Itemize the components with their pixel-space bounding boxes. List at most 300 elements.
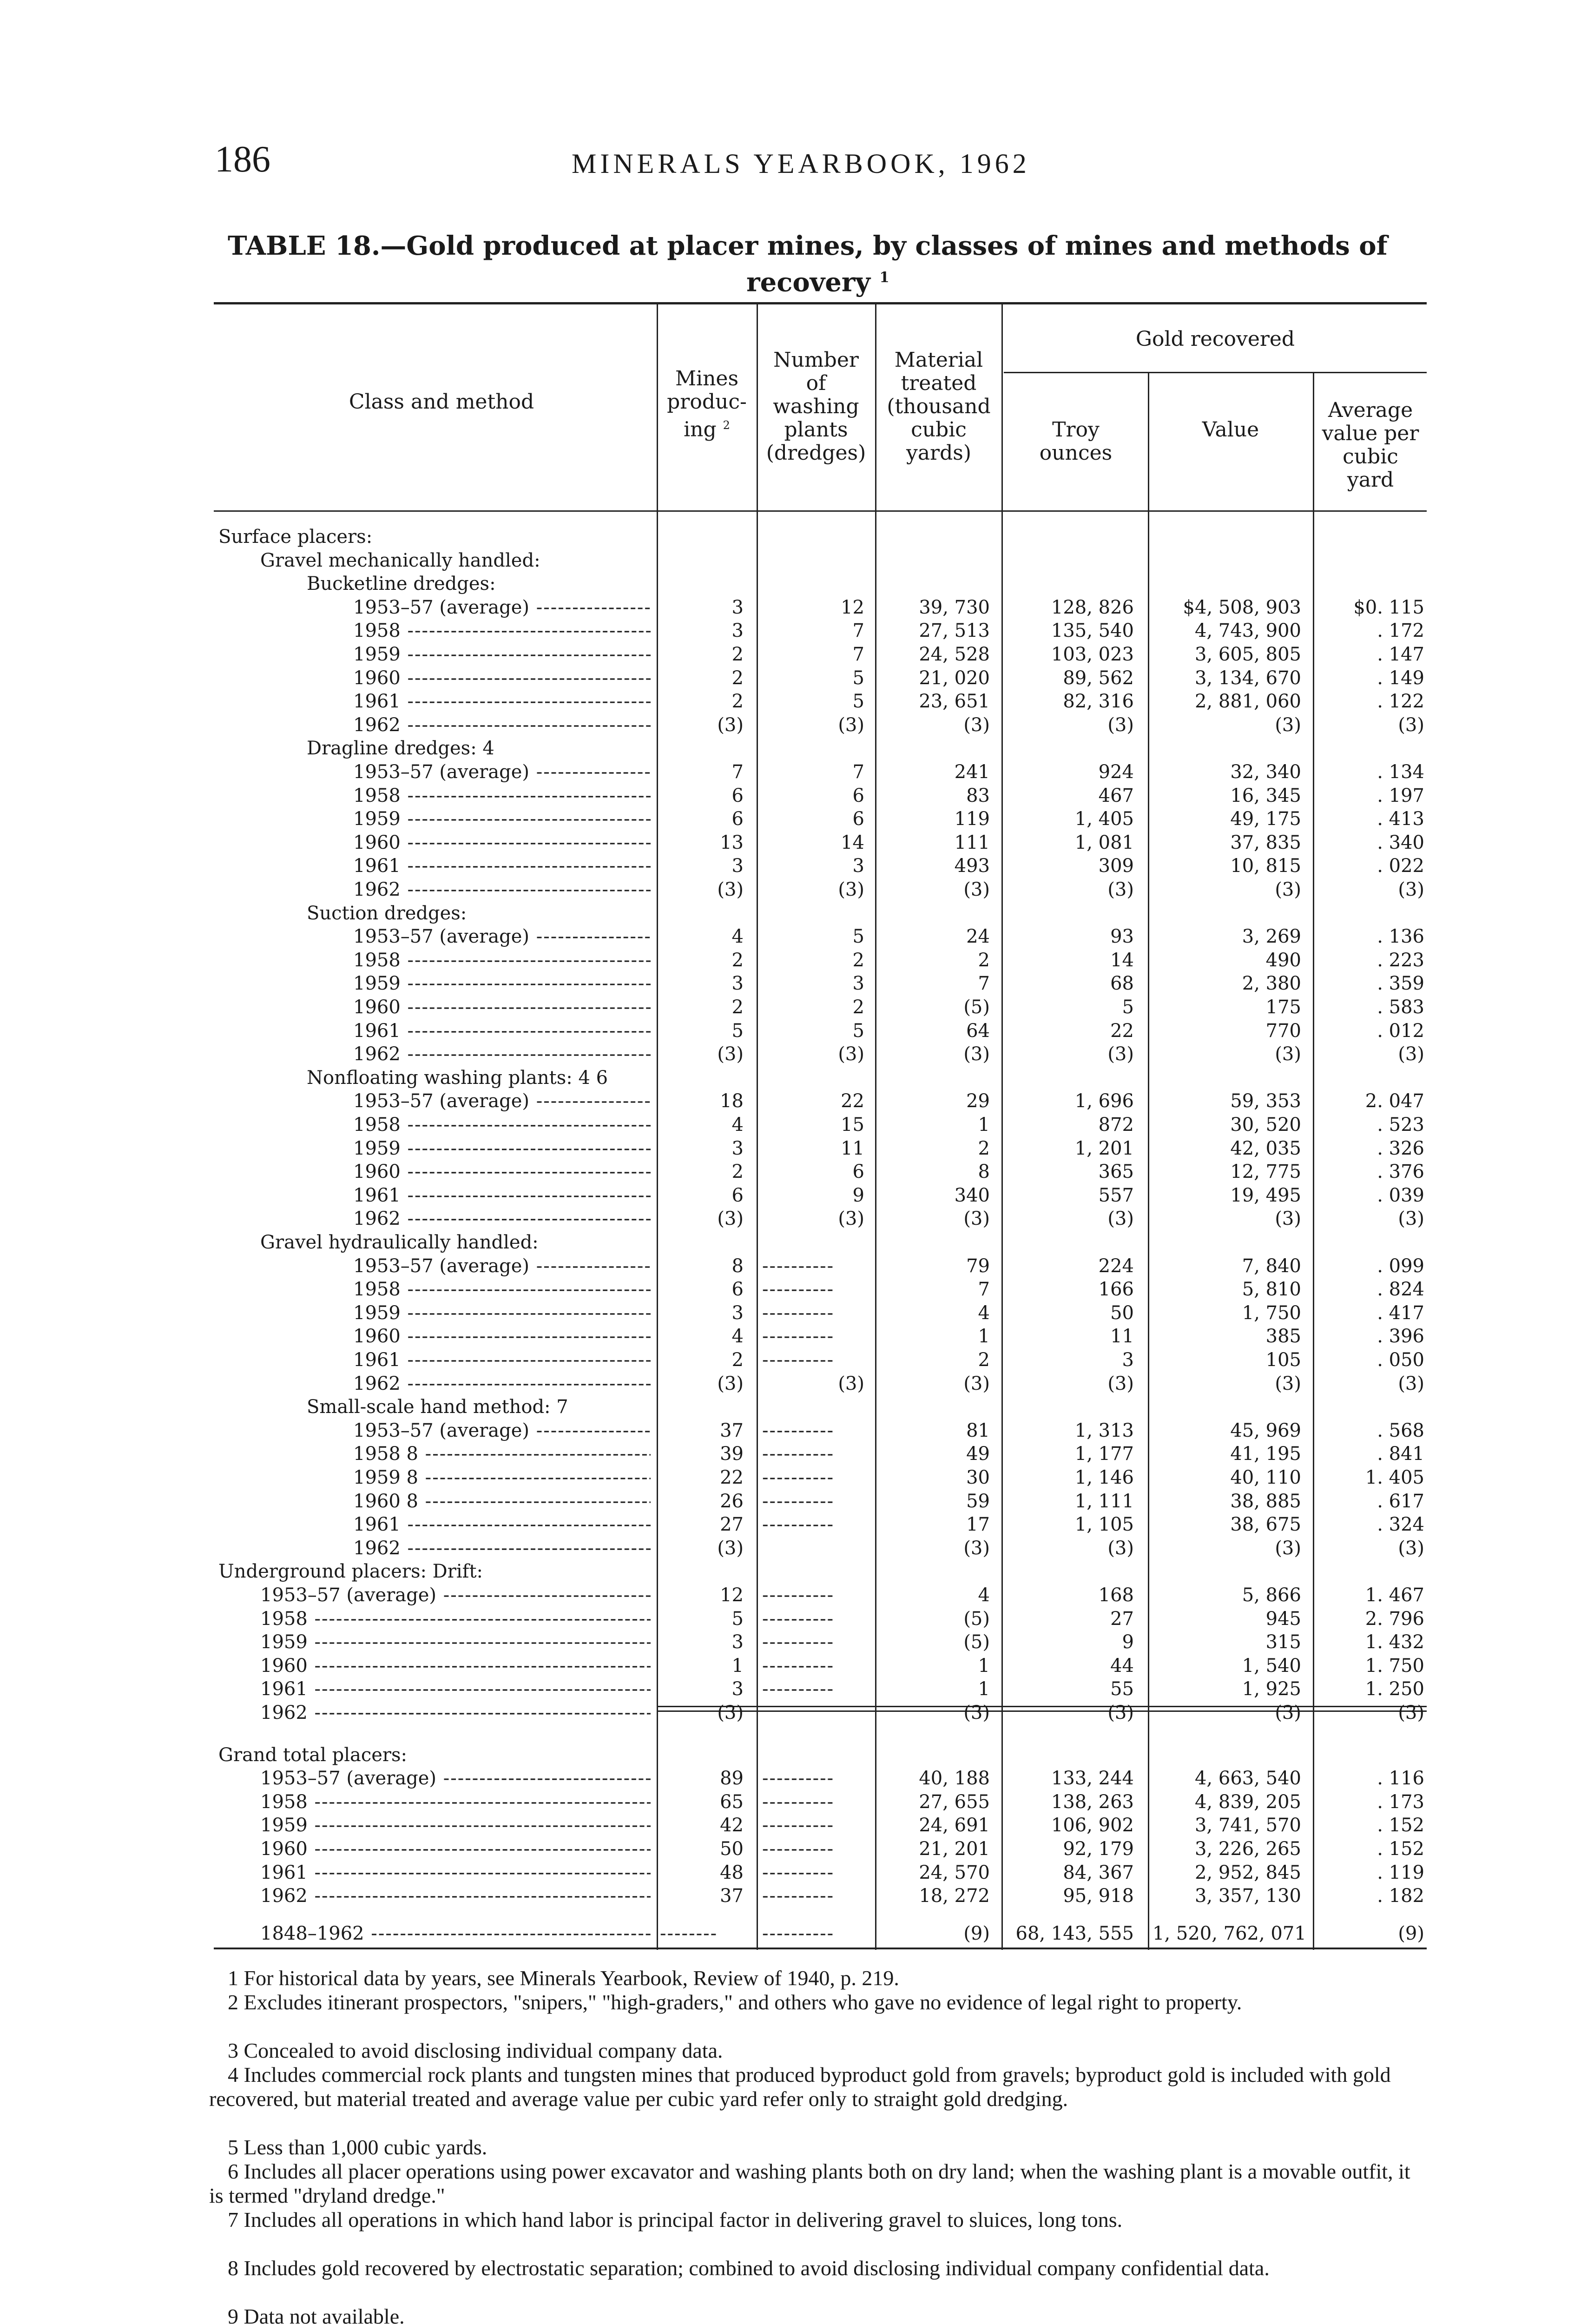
cell-col-1: (3) (717, 1043, 744, 1065)
cell-col-4: 872 (1098, 1114, 1134, 1136)
table-row (0, 1231, 1574, 1254)
cell-col-6: . 012 (1377, 1020, 1424, 1042)
cell-col-4: 1, 201 (1074, 1137, 1134, 1159)
cell-col-1: (3) (717, 1208, 744, 1230)
col-value: Value (1202, 418, 1259, 442)
table-row (0, 902, 1574, 925)
cell-col-1: 5 (731, 1020, 744, 1042)
col-material-l4: cubic (911, 418, 967, 442)
cell-col-6: . 152 (1377, 1838, 1424, 1860)
cell-col-6: (9) (1398, 1922, 1424, 1944)
cell-col-3: 49 (966, 1443, 990, 1465)
cell-col-2: ---------- (762, 1443, 835, 1465)
col-washing-plants (758, 349, 874, 465)
cell-col-5: 32, 340 (1230, 761, 1301, 783)
cell-col-5: 2, 952, 845 (1194, 1862, 1301, 1883)
cell-col-1: 37 (720, 1419, 744, 1441)
row-label: 1961 ----- (260, 1861, 651, 1884)
cell-col-5: 7, 840 (1242, 1255, 1301, 1277)
cell-col-2: ---------- (762, 1255, 835, 1277)
cell-col-1: 5 (731, 1608, 744, 1630)
row-group-heading: Surface placers: (218, 526, 373, 548)
table-row (0, 1701, 1574, 1724)
cell-col-5: (3) (1275, 1702, 1301, 1723)
cell-col-5: 3, 269 (1242, 926, 1301, 948)
cell-col-1: -------- (660, 1922, 718, 1944)
footnote: 4 Includes commercial rock plants and tungsten mines that produced byproduct gold from gravels; byproduct gold is included with gold recovered, but material treated and average value per cubic yard refer only to straight gold dredging. (209, 2063, 1391, 2111)
cell-col-4: 68, 143, 555 (1015, 1922, 1134, 1944)
cell-col-3: 21, 020 (919, 667, 990, 689)
cell-col-2: ---------- (762, 1678, 835, 1700)
row-group-heading: Gravel hydraulically handled: (260, 1232, 539, 1253)
cell-col-2: (3) (838, 1373, 864, 1394)
cell-col-2: 7 (852, 644, 864, 665)
cell-col-3: 119 (954, 808, 990, 830)
table-row (0, 1043, 1574, 1066)
cell-col-6: . 136 (1377, 926, 1424, 948)
row-label: 1960 ----- (353, 831, 651, 854)
col-washing-l1: Number (773, 348, 859, 372)
cell-col-1: 37 (720, 1885, 744, 1907)
cell-col-6: . 841 (1377, 1443, 1424, 1465)
cell-col-6: . 376 (1377, 1161, 1424, 1183)
row-label: 1959 8 ----- (353, 1466, 651, 1489)
cell-col-4: 166 (1098, 1279, 1134, 1301)
cell-col-1: 3 (731, 596, 744, 618)
cell-col-1: (3) (717, 879, 744, 900)
cell-col-5: $4, 508, 903 (1183, 596, 1301, 618)
cell-col-6: . 396 (1377, 1326, 1424, 1347)
table-row (0, 831, 1574, 854)
cell-col-5: 770 (1265, 1020, 1301, 1042)
cell-col-4: (3) (1107, 1537, 1134, 1559)
table-row (0, 525, 1574, 548)
cell-col-1: 12 (720, 1585, 744, 1606)
cell-col-4: 1, 696 (1074, 1090, 1134, 1112)
cell-col-5: 12, 775 (1230, 1161, 1301, 1183)
row-label: 1962 ----- (353, 713, 651, 737)
table-row (0, 1790, 1574, 1814)
row-label: 1961 ----- (260, 1677, 651, 1701)
cell-col-1: 3 (731, 1631, 744, 1653)
cell-col-6: . 147 (1377, 644, 1424, 665)
cell-col-6: 2. 796 (1365, 1608, 1424, 1630)
row-label: 1958 ----- (353, 949, 651, 972)
cell-col-2: 2 (852, 997, 864, 1018)
cell-col-3: 23, 651 (919, 691, 990, 713)
cell-col-4: 128, 826 (1051, 596, 1134, 618)
cell-col-5: 1, 925 (1242, 1678, 1301, 1700)
row-label: 1959 ----- (353, 807, 651, 831)
table-row (0, 1419, 1574, 1442)
col-class-method: Class and method (349, 390, 534, 414)
running-title: MINERALS YEARBOOK, 1962 (572, 148, 1030, 179)
cell-col-2: ---------- (762, 1467, 835, 1488)
cell-col-1: 4 (731, 1114, 744, 1136)
table-row (0, 854, 1574, 878)
row-label: 1953–57 (average) ----- (353, 596, 651, 619)
cell-col-4: 55 (1110, 1678, 1134, 1700)
cell-col-1: 18 (720, 1090, 744, 1112)
table-row (0, 972, 1574, 995)
row-label: 1953–57 (average) ----- (353, 1254, 651, 1278)
table-row (0, 1814, 1574, 1837)
cell-col-4: (3) (1107, 1043, 1134, 1065)
cell-col-1: 1 (731, 1655, 744, 1677)
table-row (0, 760, 1574, 784)
cell-col-5: 105 (1265, 1349, 1301, 1371)
cell-col-4: 44 (1110, 1655, 1134, 1677)
cell-col-2: (3) (838, 714, 864, 736)
footnote: 9 Data not available. (228, 2304, 405, 2324)
cell-col-1: 13 (720, 832, 744, 853)
row-label: 1961 ----- (353, 1019, 651, 1043)
table-row (0, 1442, 1574, 1466)
table-row (0, 1395, 1574, 1419)
cell-col-5: 4, 663, 540 (1194, 1768, 1301, 1789)
col-avg-l1: Average (1328, 398, 1413, 422)
cell-col-4: 224 (1098, 1255, 1134, 1277)
row-label: 1953–57 (average) ----- (260, 1767, 651, 1790)
cell-col-1: (3) (717, 714, 744, 736)
table-row (0, 1584, 1574, 1607)
cell-col-1: 2 (731, 644, 744, 665)
cell-col-4: 557 (1098, 1184, 1134, 1206)
row-label: 1960 ----- (353, 996, 651, 1019)
cell-col-3: 59 (966, 1490, 990, 1512)
cell-col-5: 3, 741, 570 (1194, 1815, 1301, 1836)
cell-col-6: 1. 250 (1365, 1678, 1424, 1700)
cell-col-2: 5 (852, 1020, 864, 1042)
cell-col-4: 1, 313 (1074, 1419, 1134, 1441)
row-group-heading: Nonfloating washing plants: 4 6 (307, 1067, 608, 1089)
row-label: 1958 ----- (353, 1113, 651, 1136)
col-mines (658, 367, 756, 442)
cell-col-3: 29 (966, 1090, 990, 1112)
cell-col-5: 41, 195 (1230, 1443, 1301, 1465)
col-mines-l3: ing (684, 417, 717, 442)
cell-col-3: 111 (954, 832, 990, 853)
cell-col-1: 2 (731, 1349, 744, 1371)
cell-col-6: (3) (1398, 1373, 1424, 1394)
row-label: 1959 ----- (260, 1814, 651, 1837)
cell-col-4: 92, 179 (1063, 1838, 1134, 1860)
cell-col-3: 24, 691 (919, 1815, 990, 1836)
table-row (0, 667, 1574, 690)
cell-col-3: 24, 528 (919, 644, 990, 665)
row-label: 1958 ----- (353, 619, 651, 642)
table-row (0, 1861, 1574, 1884)
footnote: 3 Concealed to avoid disclosing individual company data. (228, 2039, 723, 2062)
cell-col-1: 2 (731, 667, 744, 689)
cell-col-4: 1, 081 (1074, 832, 1134, 853)
cell-col-3: 64 (966, 1020, 990, 1042)
table-row (0, 1654, 1574, 1677)
cell-col-6: . 149 (1377, 667, 1424, 689)
cell-col-2: ---------- (762, 1302, 835, 1324)
row-group-heading: Bucketline dredges: (307, 573, 496, 595)
cell-col-3: 1 (978, 1655, 990, 1677)
col-troy-ounces (1004, 418, 1148, 465)
cell-col-3: 340 (954, 1184, 990, 1206)
cell-col-3: 1 (978, 1326, 990, 1347)
cell-col-5: 175 (1265, 997, 1301, 1018)
cell-col-3: 4 (978, 1302, 990, 1324)
cell-col-6: . 050 (1377, 1349, 1424, 1371)
table-row (0, 643, 1574, 666)
cell-col-4: 467 (1098, 785, 1134, 806)
cell-col-6: . 173 (1377, 1791, 1424, 1813)
col-material-l1: Material (894, 348, 983, 372)
cell-col-3: 7 (978, 973, 990, 995)
cell-col-4: 103, 023 (1051, 644, 1134, 665)
cell-col-1: (3) (717, 1373, 744, 1394)
cell-col-4: 84, 367 (1063, 1862, 1134, 1883)
row-label: 1962 ----- (260, 1884, 651, 1908)
cell-col-3: 83 (966, 785, 990, 806)
cell-col-5: 40, 110 (1230, 1467, 1301, 1488)
cell-col-2: 5 (852, 926, 864, 948)
header-bottom-rule (214, 510, 1427, 512)
cell-col-5: 42, 035 (1230, 1137, 1301, 1159)
cell-col-6: (3) (1398, 1043, 1424, 1065)
cell-col-6: . 182 (1377, 1885, 1424, 1907)
cell-col-4: 22 (1110, 1020, 1134, 1042)
cell-col-3: 2 (978, 1349, 990, 1371)
row-label: 1960 ----- (260, 1837, 651, 1861)
table-row (0, 1466, 1574, 1489)
cell-col-5: 59, 353 (1230, 1090, 1301, 1112)
cell-col-6: 1. 467 (1365, 1585, 1424, 1606)
table-row (0, 1207, 1574, 1230)
cell-col-4: 1, 105 (1074, 1514, 1134, 1536)
row-label: 1958 ----- (353, 784, 651, 807)
cell-col-5: (3) (1275, 1537, 1301, 1559)
table-row (0, 1922, 1574, 1945)
cell-col-3: 7 (978, 1279, 990, 1301)
row-label: 1961 ----- (353, 1513, 651, 1536)
cell-col-4: 9 (1122, 1631, 1134, 1653)
cell-col-4: 133, 244 (1051, 1768, 1134, 1789)
cell-col-2: ---------- (762, 1349, 835, 1371)
cell-col-6: . 523 (1377, 1114, 1424, 1136)
cell-col-3: 21, 201 (919, 1838, 990, 1860)
cell-col-1: 50 (720, 1838, 744, 1860)
table-row (0, 949, 1574, 972)
footnote: 2 Excludes itinerant prospectors, "snipers," "high-graders," and others who gave no evidence of legal right to property. (228, 1990, 1242, 2014)
cell-col-1: 2 (731, 997, 744, 1018)
row-label: 1958 ----- (260, 1790, 651, 1814)
cell-col-6: (3) (1398, 1702, 1424, 1723)
row-label: 1959 ----- (353, 1301, 651, 1325)
cell-col-2: 15 (841, 1114, 864, 1136)
cell-col-3: 1 (978, 1114, 990, 1136)
cell-col-5: 1, 520, 762, 071 (1153, 1922, 1306, 1944)
table-row (0, 1372, 1574, 1395)
cell-col-2: 6 (852, 1161, 864, 1183)
table-row (0, 572, 1574, 595)
row-label: 1953–57 (average) ----- (260, 1584, 651, 1607)
cell-col-5: 38, 675 (1230, 1514, 1301, 1536)
cell-col-1: (3) (717, 1537, 744, 1559)
cell-col-4: 365 (1098, 1161, 1134, 1183)
cell-col-1: 6 (731, 785, 744, 806)
cell-col-1: 4 (731, 1326, 744, 1347)
cell-col-5: 37, 835 (1230, 832, 1301, 853)
col-mines-l2: produc- (667, 390, 747, 414)
col-material-l3: (thousand (887, 395, 991, 418)
cell-col-2: ---------- (762, 1655, 835, 1677)
cell-col-4: 11 (1110, 1326, 1134, 1347)
cell-col-3: 24, 570 (919, 1862, 990, 1883)
cell-col-1: 65 (720, 1791, 744, 1813)
cell-col-3: 79 (966, 1255, 990, 1277)
cell-col-1: 3 (731, 1137, 744, 1159)
cell-col-4: (3) (1107, 1702, 1134, 1723)
cell-col-2: (3) (838, 1043, 864, 1065)
cell-col-2: 7 (852, 620, 864, 642)
cell-col-1: 42 (720, 1815, 744, 1836)
row-label: 1960 ----- (260, 1654, 651, 1677)
cell-col-3: 2 (978, 949, 990, 971)
table-row (0, 1607, 1574, 1631)
row-label: 1962 ----- (353, 1207, 651, 1230)
cell-col-4: (3) (1107, 1373, 1134, 1394)
cell-col-5: (3) (1275, 1043, 1301, 1065)
cell-col-6: 2. 047 (1365, 1090, 1424, 1112)
cell-col-4: 95, 918 (1063, 1885, 1134, 1907)
cell-col-2: ---------- (762, 1768, 835, 1789)
cell-col-4: 1, 111 (1074, 1490, 1134, 1512)
cell-col-6: . 172 (1377, 620, 1424, 642)
cell-col-5: 10, 815 (1230, 855, 1301, 877)
cell-col-1: (3) (717, 1702, 744, 1723)
table-row (0, 619, 1574, 642)
cell-col-5: 3, 134, 670 (1194, 667, 1301, 689)
cell-col-6: . 197 (1377, 785, 1424, 806)
cell-col-6: 1. 405 (1365, 1467, 1424, 1488)
table-row (0, 1325, 1574, 1348)
cell-col-6: . 119 (1377, 1862, 1424, 1883)
cell-col-4: 27 (1110, 1608, 1134, 1630)
table-row (0, 996, 1574, 1019)
col-mines-l1: Mines (675, 367, 739, 390)
cell-col-2: ---------- (762, 1791, 835, 1813)
cell-col-4: 50 (1110, 1302, 1134, 1324)
row-label: 1962 ----- (353, 1372, 651, 1395)
cell-col-5: 4, 743, 900 (1194, 620, 1301, 642)
col-avg-l3: cubic (1343, 445, 1398, 469)
cell-col-4: 89, 562 (1063, 667, 1134, 689)
cell-col-2: ---------- (762, 1585, 835, 1606)
cell-col-2: 11 (841, 1137, 864, 1159)
row-label: 1961 ----- (353, 690, 651, 713)
table-title-line2: recovery (746, 267, 870, 298)
cell-col-3: 40, 188 (919, 1768, 990, 1789)
table-row (0, 1089, 1574, 1113)
table-row (0, 1348, 1574, 1372)
cell-col-6: (3) (1398, 879, 1424, 900)
cell-col-5: 5, 866 (1242, 1585, 1301, 1606)
cell-col-3: (5) (963, 1631, 990, 1653)
cell-col-1: 3 (731, 855, 744, 877)
row-label: 1958 8 ----- (353, 1442, 651, 1466)
table-row (0, 1160, 1574, 1183)
cell-col-3: 24 (966, 926, 990, 948)
cell-col-6: . 413 (1377, 808, 1424, 830)
cell-col-2: 12 (841, 596, 864, 618)
col-material-l5: yards) (906, 441, 972, 465)
cell-col-5: 385 (1265, 1326, 1301, 1347)
table-row (0, 549, 1574, 572)
col-avg-l4: yard (1347, 468, 1394, 492)
cell-col-2: ---------- (762, 1862, 835, 1883)
cell-col-5: 30, 520 (1230, 1114, 1301, 1136)
cell-col-2: 9 (852, 1184, 864, 1206)
cell-col-4: (3) (1107, 714, 1134, 736)
cell-col-3: (3) (963, 1702, 990, 1723)
footnote: 8 Includes gold recovered by electrostatic separation; combined to avoid disclosing individual company confidential data. (228, 2256, 1270, 2280)
row-label: 1953–57 (average) ----- (353, 760, 651, 784)
col-washing-l5: (dredges) (766, 441, 866, 465)
cell-col-2: ---------- (762, 1885, 835, 1907)
footnote: 7 Includes all operations in which hand labor is principal factor in delivering gravel to sluices, long tons. (228, 2208, 1123, 2232)
col-washing-l4: plants (784, 418, 848, 442)
cell-col-6: . 324 (1377, 1514, 1424, 1536)
cell-col-1: 2 (731, 949, 744, 971)
row-label: 1959 ----- (353, 1137, 651, 1160)
cell-col-3: 17 (966, 1514, 990, 1536)
table-row (0, 1066, 1574, 1089)
cell-col-5: 3, 357, 130 (1194, 1885, 1301, 1907)
row-label: 1961 ----- (353, 854, 651, 878)
footnote: 1 For historical data by years, see Minerals Yearbook, Review of 1940, p. 219. (228, 1966, 899, 1990)
table-title-line1: TABLE 18.—Gold produced at placer mines, by classes of mines and methods of (228, 231, 1388, 261)
row-label: 1961 ----- (353, 1184, 651, 1207)
cell-col-1: 2 (731, 691, 744, 713)
cell-col-2: ---------- (762, 1922, 835, 1944)
cell-col-4: 3 (1122, 1349, 1134, 1371)
row-label: 1962 ----- (353, 878, 651, 901)
cell-col-3: 27, 655 (919, 1791, 990, 1813)
cell-col-2: 5 (852, 667, 864, 689)
cell-col-4: 106, 902 (1051, 1815, 1134, 1836)
cell-col-1: 22 (720, 1467, 744, 1488)
table-title (214, 230, 1422, 298)
row-label: 1953–57 (average) ----- (353, 1089, 651, 1113)
table-top-rule (214, 302, 1427, 304)
cell-col-5: 19, 495 (1230, 1184, 1301, 1206)
cell-col-2: ---------- (762, 1326, 835, 1347)
cell-col-6: $0. 115 (1353, 596, 1424, 618)
cell-col-6: (3) (1398, 1208, 1424, 1230)
cell-col-5: 3, 605, 805 (1194, 644, 1301, 665)
cell-col-5: 1, 750 (1242, 1302, 1301, 1324)
cell-col-3: 27, 513 (919, 620, 990, 642)
cell-col-1: 48 (720, 1862, 744, 1883)
cell-col-2: (3) (838, 879, 864, 900)
cell-col-1: 8 (731, 1255, 744, 1277)
cell-col-5: 49, 175 (1230, 808, 1301, 830)
cell-col-6: . 824 (1377, 1279, 1424, 1301)
cell-col-2: 3 (852, 973, 864, 995)
row-label: 1959 ----- (353, 972, 651, 995)
cell-col-3: (9) (963, 1922, 990, 1944)
cell-col-3: (5) (963, 997, 990, 1018)
row-label: 1958 ----- (353, 1278, 651, 1301)
table-title-note: 1 (879, 269, 889, 286)
col-material-treated (876, 349, 1001, 465)
